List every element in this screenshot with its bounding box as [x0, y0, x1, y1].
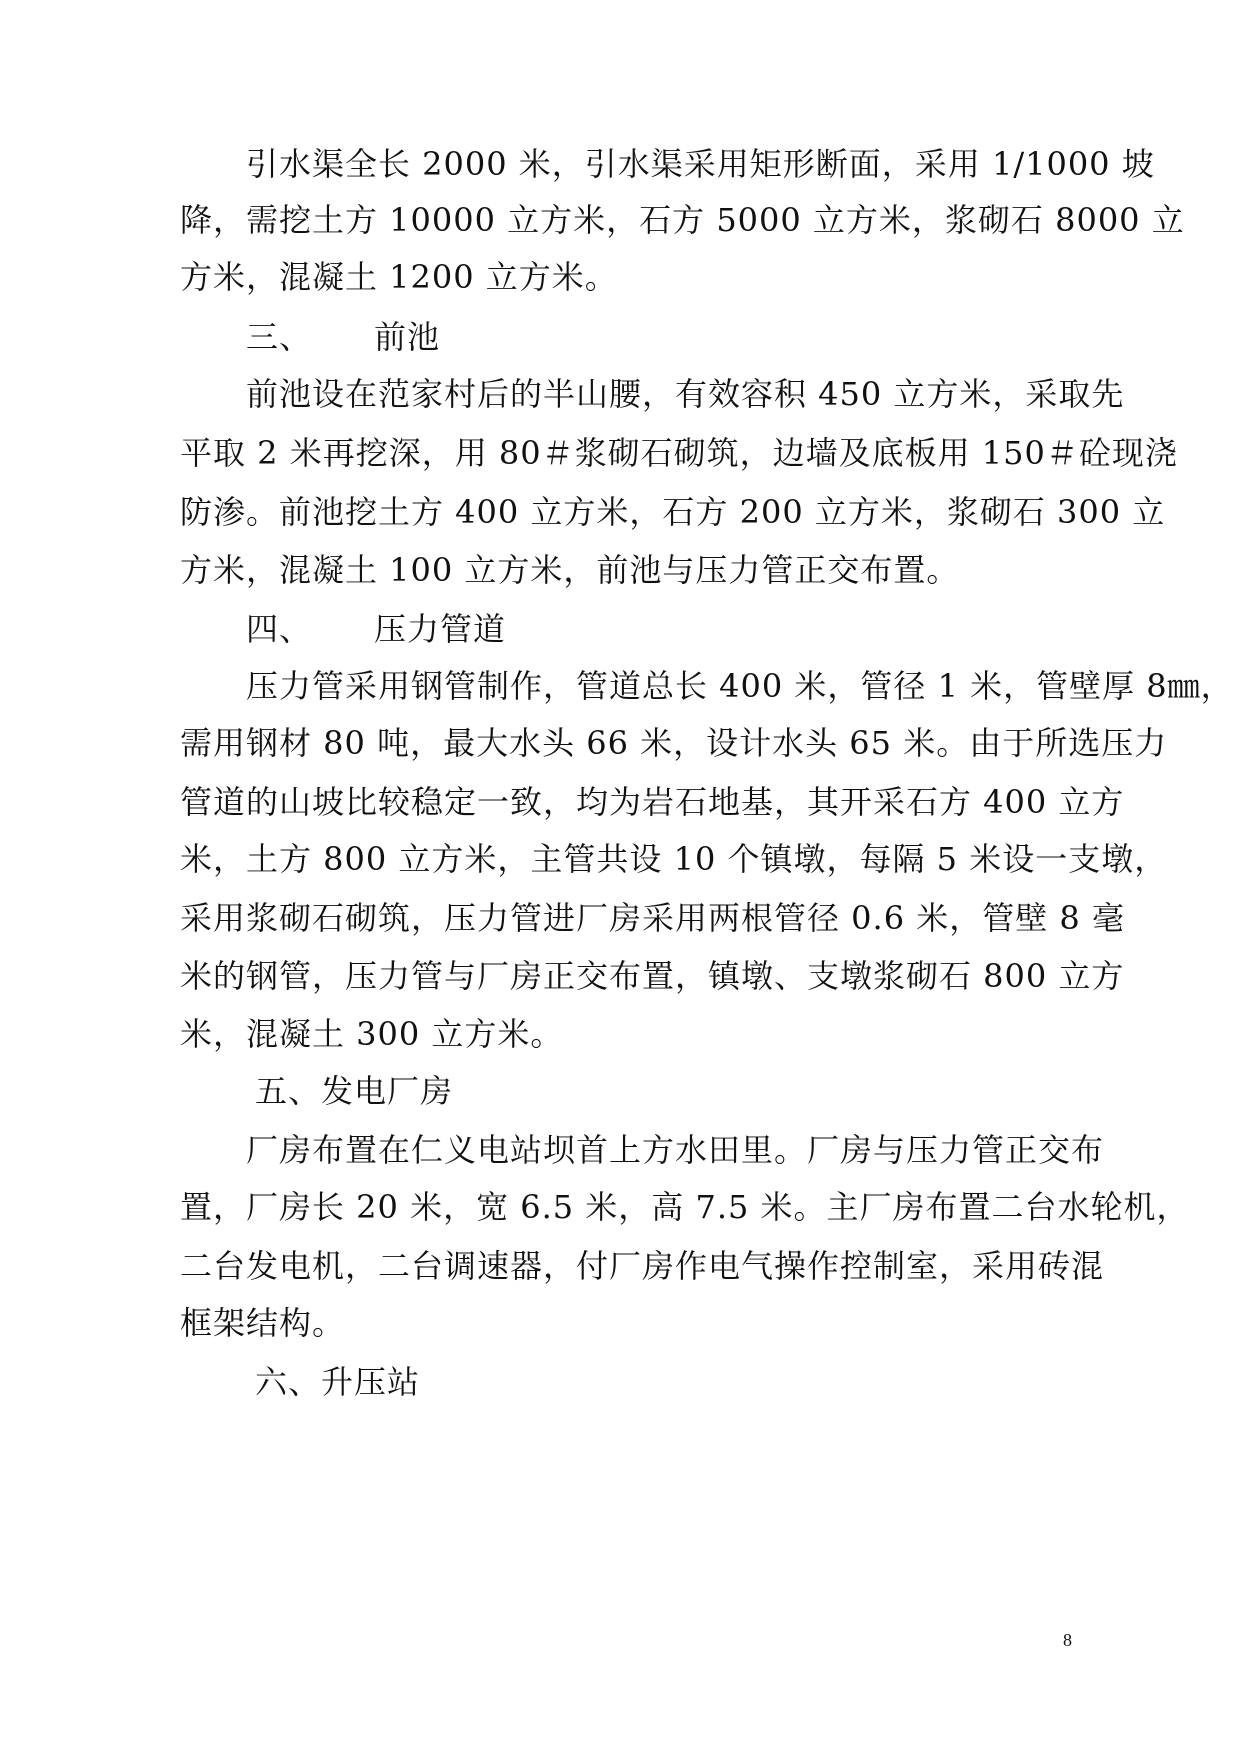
- section-title: 发电厂房: [321, 1072, 454, 1110]
- body-line: 方米，混凝土 1200 立方米。: [180, 258, 618, 296]
- body-line: 米，土方 800 立方米，主管共设 10 个镇墩，每隔 5 米设一支墩，: [180, 840, 1168, 878]
- page-number: 8: [1063, 1630, 1072, 1650]
- section-number: 四、: [246, 610, 313, 648]
- body-line: 方米，混凝土 100 立方米，前池与压力管正交布置。: [180, 551, 960, 589]
- body-line: 管道的山坡比较稳定一致，均为岩石地基，其开采石方 400 立方: [180, 783, 1125, 821]
- section-heading-4: [246, 609, 506, 649]
- section-heading-3: [246, 317, 440, 357]
- body-line: 平取 2 米再挖深，用 80＃浆砌石砌筑，边墙及底板用 150＃砼现浇: [180, 434, 1178, 472]
- body-line: 置，厂房长 20 米，宽 6.5 米，高 7.5 米。主厂房布置二台水轮机，: [180, 1188, 1190, 1226]
- body-line: 压力管采用钢管制作，管道总长 400 米，管径 1 米，管壁厚 8㎜，: [246, 667, 1234, 705]
- section-title: 压力管道: [374, 610, 507, 648]
- body-line: 前池设在范家村后的半山腰，有效容积 450 立方米，采取先: [246, 375, 1125, 413]
- section-heading-6: [255, 1362, 420, 1402]
- section-title: 升压站: [321, 1363, 421, 1401]
- body-line: 厂房布置在仁义电站坝首上方水田里。厂房与压力管正交布: [246, 1131, 1105, 1169]
- section-heading-5: [255, 1071, 453, 1111]
- section-title: 前池: [374, 318, 441, 356]
- section-number: 三、: [246, 318, 313, 356]
- section-number: 五、: [255, 1072, 322, 1110]
- body-line: 框架结构。: [180, 1304, 346, 1342]
- body-line: 引水渠全长 2000 米，引水渠采用矩形断面，采用 1/1000 坡: [246, 145, 1155, 183]
- body-line: 防渗。前池挖土方 400 立方米，石方 200 立方米，浆砌石 300 立: [180, 493, 1166, 531]
- body-line: 降，需挖土方 10000 立方米，石方 5000 立方米，浆砌石 8000 立: [180, 201, 1185, 239]
- body-line: 二台发电机，二台调速器，付厂房作电气操作控制室，采用砖混: [180, 1247, 1105, 1285]
- body-line: 米，混凝土 300 立方米。: [180, 1015, 564, 1053]
- body-line: 采用浆砌石砌筑，压力管进厂房采用两根管径 0.6 米，管壁 8 毫: [180, 899, 1125, 937]
- body-line: 米的钢管，压力管与厂房正交布置，镇墩、支墩浆砌石 800 立方: [180, 957, 1125, 995]
- section-number: 六、: [255, 1363, 322, 1401]
- body-line: 需用钢材 80 吨，最大水头 66 米，设计水头 65 米。由于所选压力: [180, 724, 1168, 762]
